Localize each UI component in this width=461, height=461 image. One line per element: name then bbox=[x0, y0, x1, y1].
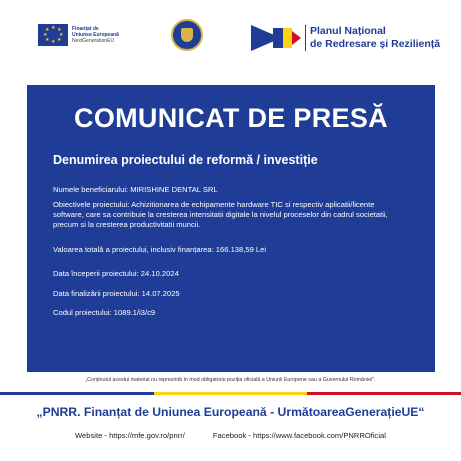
project-name-heading: Denumirea proiectului de reformă / investiție bbox=[53, 153, 318, 167]
objectives-text: Obiectivele proiectului: Achizitionarea de echipamente hardware TIC si respectiv aplicatii/licente software, care sa contribuie la cresterea intensitatii digitale la nivelul proceselor din cadrul societatii, precum si la cresterea productivitatii muncii. bbox=[53, 200, 388, 229]
tricolor-divider bbox=[0, 392, 461, 395]
footer-links bbox=[0, 431, 461, 440]
beneficiary-text: Numele beneficiarului: MIRISHINE DENTAL SRL bbox=[53, 185, 218, 194]
pnrr-logo-text bbox=[305, 25, 440, 51]
pnrr-mark-icon bbox=[251, 25, 301, 51]
eu-logo-line1: Finanțat de bbox=[72, 26, 99, 32]
page-title: COMUNICAT DE PRESĂ bbox=[74, 103, 388, 133]
total-value-text: Valoarea totală a proiectului, inclusiv finanțarea: 166.138,59 Lei bbox=[53, 245, 267, 254]
eu-logo-line3: NextGenerationEU bbox=[72, 38, 114, 44]
romanian-government-seal-icon bbox=[171, 19, 203, 51]
press-release-panel bbox=[27, 85, 435, 372]
eu-logo-text bbox=[72, 26, 119, 44]
eu-logo-line2: Uniunea Europeană bbox=[72, 32, 119, 38]
end-date-text: Data finalizării proiectului: 14.07.2025 bbox=[53, 289, 180, 298]
disclaimer-text: „Conținutul acestui material nu reprezintă în mod obligatoriu poziția oficială a Uniunii Europene sau a Guvernului României". bbox=[85, 377, 376, 383]
pnrr-logo-line2: de Redresare și Reziliență bbox=[310, 38, 441, 50]
eu-logo bbox=[38, 24, 119, 46]
start-date-text: Data începerii proiectului: 24.10.2024 bbox=[53, 269, 179, 278]
pnrr-logo bbox=[251, 25, 440, 51]
project-code-text: Codul proiectului: 1089.1/i3/c9 bbox=[53, 308, 156, 317]
eu-flag-icon: ★ ★ ★ ★ ★ ★ ★ ★ bbox=[38, 24, 68, 46]
website-link[interactable]: Website - https://mfe.gov.ro/pnrr/ bbox=[75, 431, 185, 440]
pnrr-logo-line1: Planul Național bbox=[310, 25, 386, 37]
facebook-link[interactable]: Facebook - https://www.facebook.com/PNRROficial bbox=[212, 431, 386, 440]
pnrr-slogan: „PNRR. Finanțat de Uniunea Europeană - UrmătoareaGenerațieUE“ bbox=[36, 405, 425, 419]
coat-of-arms-icon bbox=[181, 28, 193, 42]
